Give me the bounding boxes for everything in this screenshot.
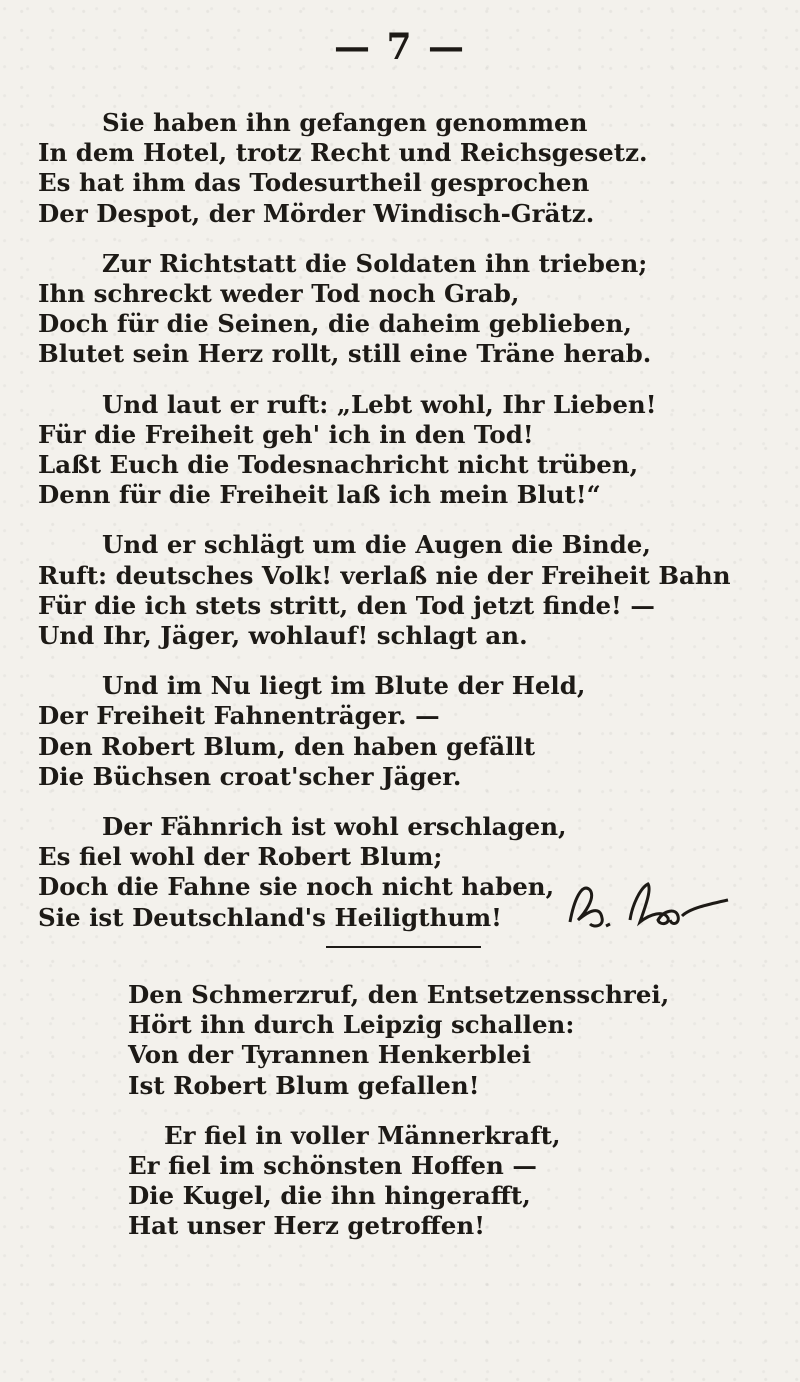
verse-line: Die Büchsen croat'scher Jäger.: [38, 761, 462, 791]
verse-line: Und laut er ruft: „Lebt wohl, Ihr Lieben!: [102, 389, 657, 419]
verse-line: Hört ihn durch Leipzig schallen:: [128, 1010, 575, 1040]
stanza: [38, 390, 778, 511]
verse-line: Den Robert Blum, den haben gefällt: [38, 731, 536, 761]
separator-rule: [326, 946, 481, 948]
verse-line: Es fiel wohl der Robert Blum;: [38, 842, 443, 872]
verse-line: Der Despot, der Mörder Windisch-Grätz.: [38, 198, 595, 228]
verse-line: Und er schlägt um die Augen die Binde,: [102, 530, 651, 560]
verse-line: Es hat ihm das Todesurtheil gesprochen: [38, 168, 590, 198]
verse-line: Die Kugel, die ihn hingerafft,: [128, 1181, 531, 1211]
verse-line: Sie ist Deutschland's Heiligthum!: [38, 902, 502, 932]
verse-line: Der Fähnrich ist wohl erschlagen,: [102, 812, 567, 842]
verse-line: Ruft: deutsches Volk! verlaß nie der Freiheit Bahn: [38, 560, 731, 590]
verse-line: Und im Nu liegt im Blute der Held,: [102, 671, 586, 701]
verse-line: Ihn schreckt weder Tod noch Grab,: [38, 279, 520, 309]
verse-line: Für die Freiheit geh' ich in den Tod!: [38, 419, 534, 449]
verse-line: Er fiel im schönsten Hoffen —: [128, 1151, 537, 1181]
verse-line: Er fiel in voller Männerkraft,: [164, 1120, 561, 1150]
verse-line: Sie haben ihn gefangen genommen: [102, 108, 588, 137]
handwritten-signature: [560, 870, 750, 940]
verse-line: Den Schmerzruf, den Entsetzensschrei,: [128, 980, 670, 1009]
verse-line: Von der Tyrannen Henkerblei: [128, 1040, 532, 1070]
verse-line: Ist Robert Blum gefallen!: [128, 1070, 480, 1100]
verse-line: Hat unser Herz getroffen!: [128, 1211, 485, 1241]
verse-line: Laßt Euch die Todesnachricht nicht trüben,: [38, 450, 639, 480]
verse-line: Für die ich stets stritt, den Tod jetzt finde! —: [38, 590, 655, 620]
verse-line: Denn für die Freiheit laß ich mein Blut!“: [38, 480, 601, 510]
verse-line: Blutet sein Herz rollt, still eine Träne herab.: [38, 339, 652, 369]
stanza: [128, 980, 778, 1101]
poem-main: [38, 108, 778, 953]
verse-line: Doch die Fahne sie noch nicht haben,: [38, 872, 555, 902]
verse-line: Zur Richtstatt die Soldaten ihn trieben;: [102, 248, 648, 278]
verse-line: Und Ihr, Jäger, wohlauf! schlagt an.: [38, 621, 528, 651]
poem-second: [128, 980, 778, 1262]
stanza: [38, 671, 778, 792]
stanza: [38, 530, 778, 651]
stanza: [128, 1121, 778, 1242]
verse-line: In dem Hotel, trotz Recht und Reichsgesetz.: [38, 138, 648, 168]
stanza: [38, 108, 778, 229]
verse-line: Doch für die Seinen, die daheim geblieben,: [38, 309, 632, 339]
page-number: — 7 —: [333, 26, 467, 68]
stanza: [38, 249, 778, 370]
verse-line: Der Freiheit Fahnenträger. —: [38, 701, 440, 731]
